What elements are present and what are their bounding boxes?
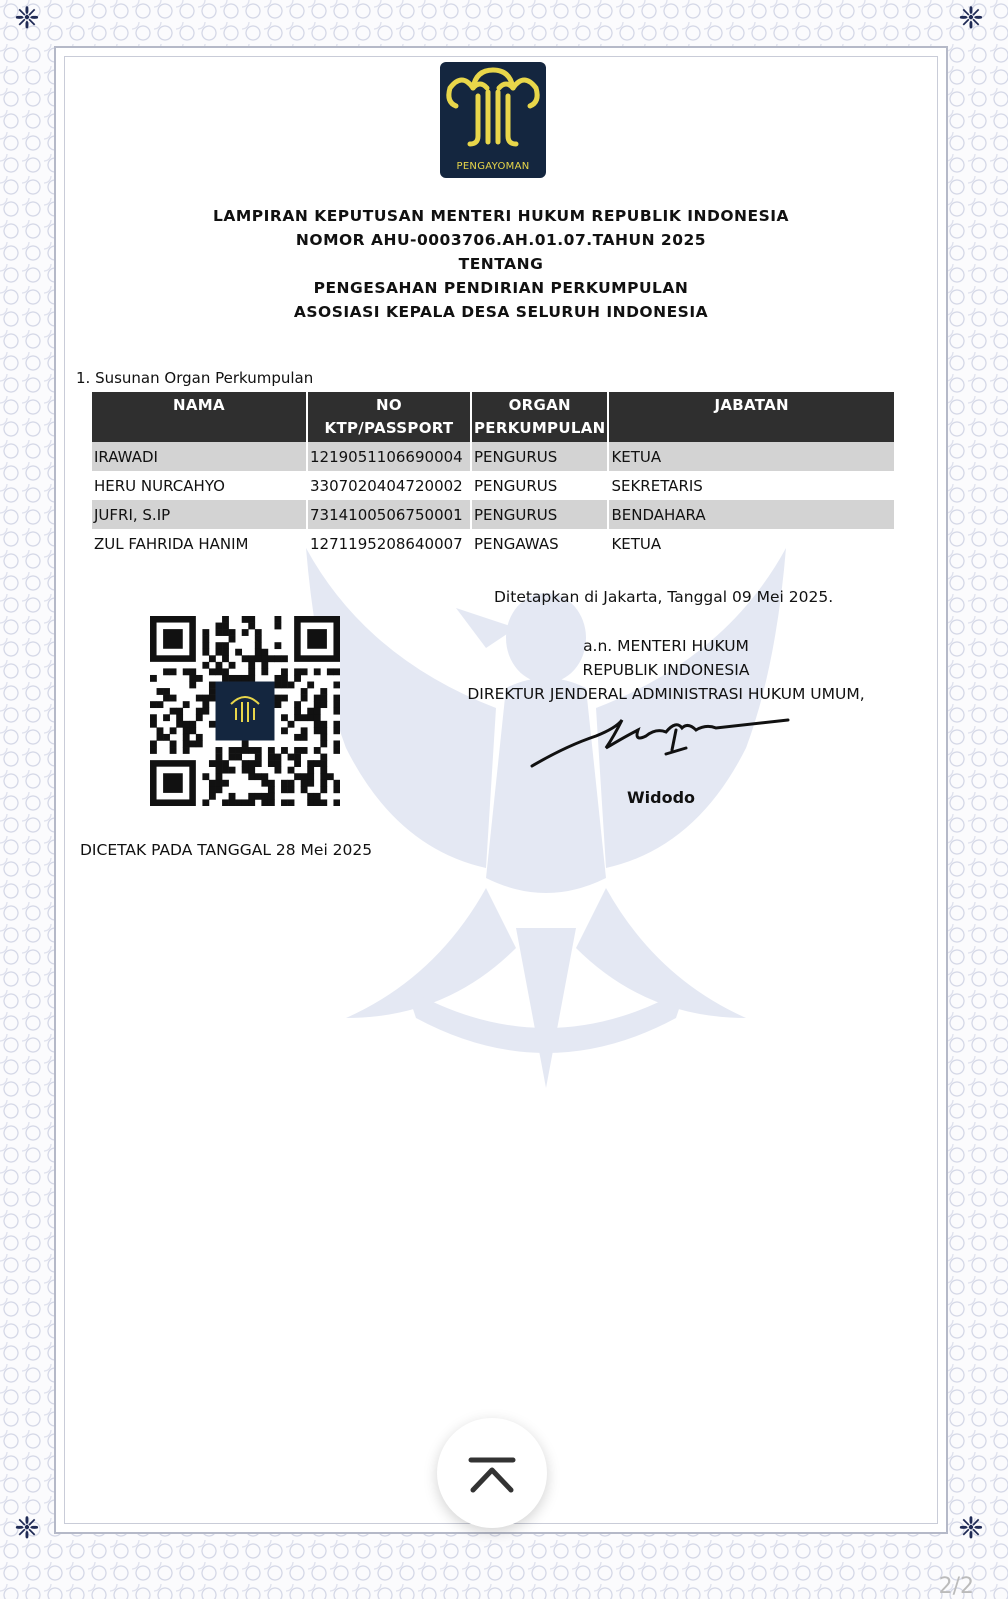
pengayoman-tree-icon [440,62,546,154]
signatory-block [456,634,876,706]
place-date: Ditetapkan di Jakarta, Tanggal 09 Mei 2025. [494,588,834,606]
header-ktp-line2: KTP/PASSPORT [324,419,454,437]
heading-line: TENTANG [458,255,544,273]
table-row [92,471,894,500]
pengayoman-logo [440,62,546,178]
cell-ktp: 3307020404720002 [310,476,463,495]
cell-nama: IRAWADI [92,442,306,471]
cell-jabatan: KETUA [611,534,662,553]
garuda-watermark-icon [286,548,806,1108]
logo-caption: PENGAYOMAN [456,161,530,172]
sign-line: REPUBLIK INDONESIA [582,661,750,679]
header-organ-line1: ORGAN [508,396,571,414]
cell-nama: JUFRI, S.IP [92,500,306,529]
document-page [54,46,948,1534]
signature-icon [526,706,796,778]
cell-organ: PENGURUS [472,442,607,471]
cell-jabatan: KETUA [609,442,894,471]
header-ktp-line1: NO [376,396,402,414]
cell-nama: HERU NURCAHYO [94,476,225,495]
cell-organ: PENGAWAS [474,534,559,553]
table-row [92,529,894,558]
header-organ-line2: PERKUMPULAN [474,419,606,437]
heading-line: NOMOR AHU-0003706.AH.01.07.TAHUN 2025 [295,231,707,249]
printed-date: DICETAK PADA TANGGAL 28 Mei 2025 [80,841,373,859]
signer-name: Widodo [626,788,696,807]
cell-ktp: 7314100506750001 [308,500,470,529]
heading-line: ASOSIASI KEPALA DESA SELURUH INDONESIA [293,303,709,321]
cell-nama: ZUL FAHRIDA HANIM [94,534,249,553]
sign-line: a.n. MENTERI HUKUM [583,637,749,655]
header-jabatan: JABATAN [609,392,894,442]
page-indicator: 2/2 [938,1574,974,1599]
heading-line: PENGESAHAN PENDIRIAN PERKUMPULAN [313,279,689,297]
table-header-row [92,392,894,442]
header-ktp [308,392,470,442]
scroll-to-top-button[interactable] [437,1418,547,1528]
sign-line: DIREKTUR JENDERAL ADMINISTRASI HUKUM UMUM, [467,685,865,703]
table-row [92,442,894,471]
cell-organ: PENGURUS [474,476,558,495]
section-label: 1. Susunan Organ Perkumpulan [76,369,314,387]
header-organ [472,392,607,442]
heading-line: LAMPIRAN KEPUTUSAN MENTERI HUKUM REPUBLIK INDONESIA [212,207,789,225]
chevron-up-icon [437,1418,547,1528]
cell-jabatan: SEKRETARIS [611,476,703,495]
cell-ktp: 1271195208640007 [310,534,463,553]
corner-ornament-icon: ❈ [958,1511,984,1546]
corner-ornament-icon: ❈ [14,1511,40,1546]
cell-ktp: 1219051106690004 [308,442,470,471]
corner-ornament-icon: ❈ [958,1,984,36]
corner-ornament-icon: ❈ [14,1,40,36]
table-row [92,500,894,529]
qr-code [150,616,340,806]
header-nama: NAMA [92,392,306,442]
cell-jabatan: BENDAHARA [609,500,894,529]
cell-organ: PENGURUS [472,500,607,529]
organ-table [90,392,896,558]
document-heading [56,204,946,324]
